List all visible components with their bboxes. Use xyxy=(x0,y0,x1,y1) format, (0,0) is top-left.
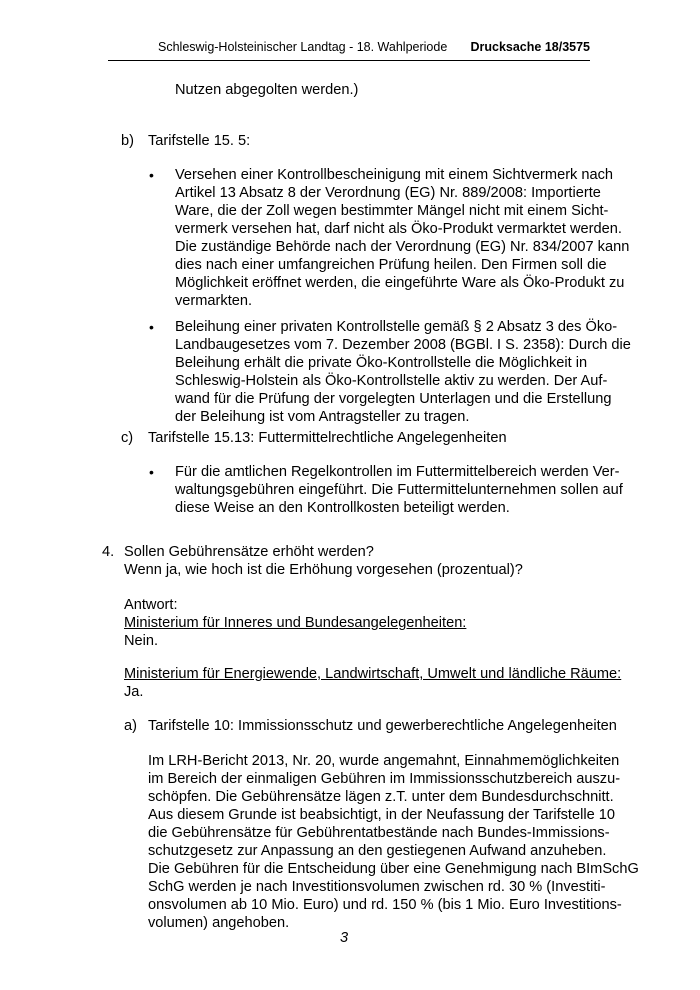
text-line: diese Weise an den Kontrollkosten beteiligt werden. xyxy=(175,500,510,516)
text-line: Ware, die der Zoll wegen bestimmter Mängel nicht mit einem Sicht- xyxy=(175,203,609,219)
text-line: die Gebührensätze für Gebührentatbestände nach Bundes-Immissions- xyxy=(148,825,610,841)
text-line: Versehen einer Kontrollbescheinigung mit einem Sichtvermerk nach xyxy=(175,167,614,183)
question-line-2: Wenn ja, wie hoch ist die Erhöhung vorgesehen (prozentual)? xyxy=(124,562,523,578)
text-line: waltungsgebühren eingeführt. Die Futtermittelunternehmen sollen auf xyxy=(175,482,623,498)
ministry-1-heading: Ministerium für Inneres und Bundesangelegenheiten: xyxy=(124,615,467,631)
text-line: Aus diesem Grunde ist beabsichtigt, in der Neufassung der Tarifstelle 10 xyxy=(148,807,615,823)
ministry-2-answer: Ja. xyxy=(124,684,144,700)
text-line: Die Gebühren für die Entscheidung über eine Genehmigung nach BImSchG xyxy=(148,861,639,877)
text-line: Im LRH-Bericht 2013, Nr. 20, wurde angemahnt, Einnahmemöglichkeiten xyxy=(148,753,620,769)
page-header xyxy=(108,40,590,61)
text-line: vermerk versehen hat, darf nicht als Öko-Produkt vermarktet werden. xyxy=(175,221,622,237)
text-line: Beleihung erhält die private Öko-Kontrollstelle die Möglichkeit in xyxy=(175,355,588,371)
bullet-paragraph xyxy=(175,318,631,426)
text-line: der Beleihung ist vom Antragsteller zu tragen. xyxy=(175,409,470,425)
section-c-title: Tarifstelle 15.13: Futtermittelrechtliche Angelegenheiten xyxy=(148,430,507,446)
text-line: schutzgesetz zur Anpassung an den gestiegenen Aufwand anzuheben. xyxy=(148,843,607,859)
text-line: Für die amtlichen Regelkontrollen im Futtermittelbereich werden Ver- xyxy=(175,464,620,480)
intro-line: Nutzen abgegolten werden.) xyxy=(175,82,359,98)
text-line: im Bereich der einmaligen Gebühren im Immissionsschutzbereich auszu- xyxy=(148,771,621,787)
ministry-1-answer: Nein. xyxy=(124,633,159,649)
answer-label: Antwort: xyxy=(124,597,178,613)
text-line: onsvolumen ab 10 Mio. Euro) und rd. 150 % (bis 1 Mio. Euro Investitions- xyxy=(148,897,622,913)
question-number: 4. xyxy=(102,544,115,560)
page-number: 3 xyxy=(340,930,349,946)
bullet-paragraph xyxy=(175,463,623,517)
section-a-paragraph xyxy=(148,752,639,932)
text-line: Schleswig-Holstein als Öko-Kontrollstelle aktiv zu werden. Der Auf- xyxy=(175,373,608,389)
header-title: Schleswig-Holsteinischer Landtag - 18. Wahlperiode xyxy=(158,40,448,54)
bullet-icon: • xyxy=(149,464,154,480)
text-line: Die zuständige Behörde nach der Verordnung (EG) Nr. 834/2007 kann xyxy=(175,239,630,255)
bullet-icon: • xyxy=(149,167,154,183)
question-line-1: Sollen Gebührensätze erhöht werden? xyxy=(124,544,374,560)
text-line: vermarkten. xyxy=(175,293,253,309)
bullet-paragraph xyxy=(175,166,629,310)
ministry-2-heading: Ministerium für Energiewende, Landwirtschaft, Umwelt und ländliche Räume: xyxy=(124,666,622,682)
text-line: dies nach einer umfangreichen Prüfung heilen. Den Firmen soll die xyxy=(175,257,607,273)
document-number: Drucksache 18/3575 xyxy=(470,40,590,54)
section-a-marker: a) xyxy=(124,718,137,734)
text-line: SchG werden je nach Investitionsvolumen zwischen rd. 30 % (Investiti- xyxy=(148,879,606,895)
text-line: Möglichkeit eröffnet werden, die eingeführte Ware als Öko-Produkt zu xyxy=(175,275,625,291)
text-line: schöpfen. Die Gebührensätze lägen z.T. unter dem Bundesdurchschnitt. xyxy=(148,789,614,805)
bullet-icon: • xyxy=(149,319,154,335)
text-line: Landbaugesetzes vom 7. Dezember 2008 (BGBl. I S. 2358): Durch die xyxy=(175,337,631,353)
text-line: Artikel 13 Absatz 8 der Verordnung (EG) Nr. 889/2008: Importierte xyxy=(175,185,601,201)
text-line: volumen) angehoben. xyxy=(148,915,290,931)
section-c-marker: c) xyxy=(121,430,134,446)
section-b-marker: b) xyxy=(121,133,134,149)
section-a-title: Tarifstelle 10: Immissionsschutz und gewerberechtliche Angelegenheiten xyxy=(148,718,617,734)
text-line: Beleihung einer privaten Kontrollstelle gemäß § 2 Absatz 3 des Öko- xyxy=(175,319,618,335)
section-b-title: Tarifstelle 15. 5: xyxy=(148,133,251,149)
text-line: wand für die Prüfung der vorgelegten Unterlagen und die Erstellung xyxy=(175,391,612,407)
